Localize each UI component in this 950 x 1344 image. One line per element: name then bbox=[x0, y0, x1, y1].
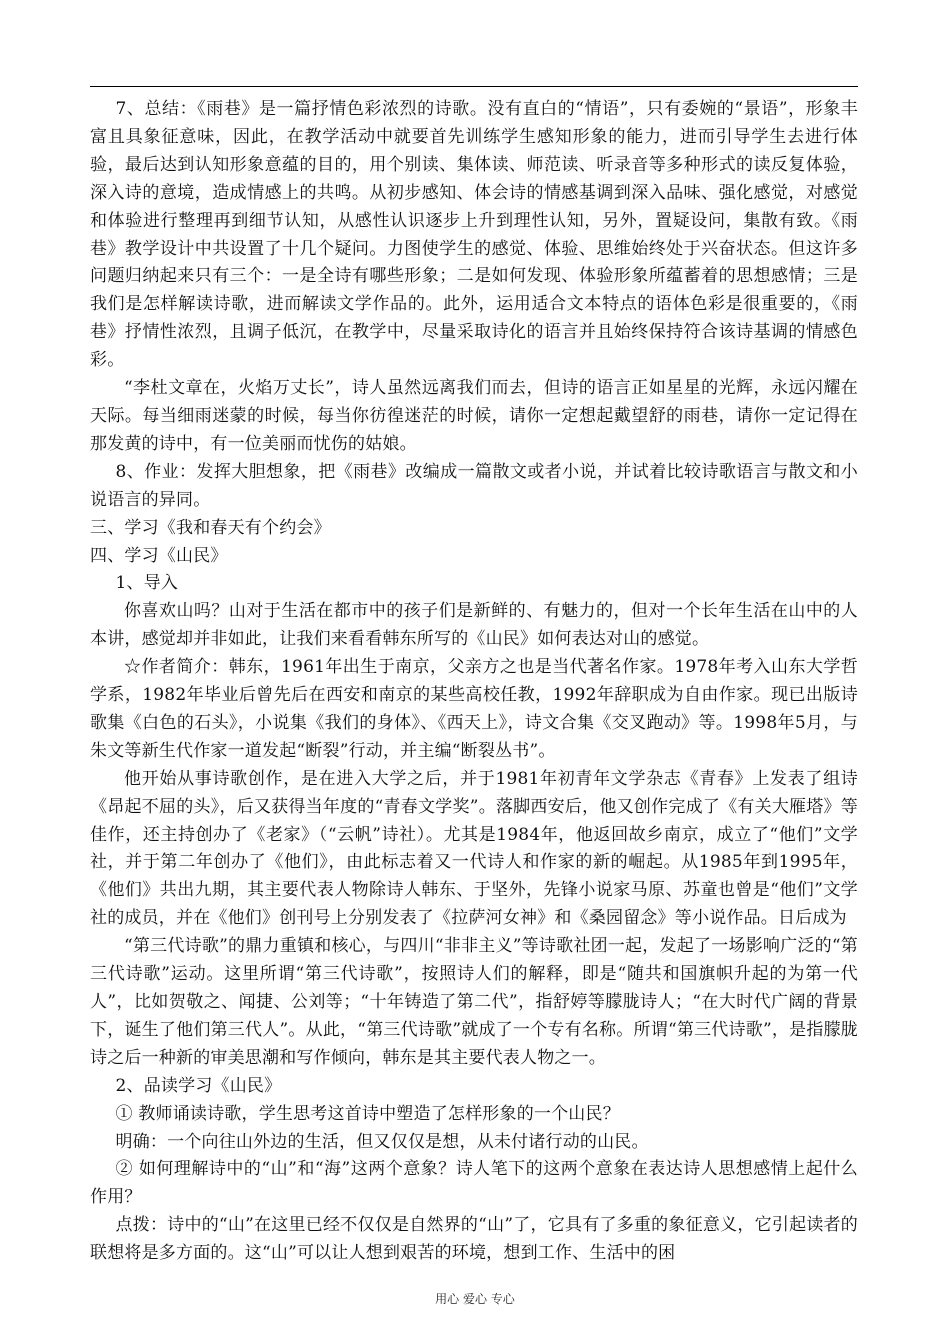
answer-1: 明确：一个向往山外边的生活，但又仅仅是想，从未付诸行动的山民。 bbox=[115, 1131, 649, 1152]
intro-paragraph: 你喜欢山吗？山对于生活在都市中的孩子们是新鲜的、有魅力的，但对一个长年生活在山中的人本讲，感觉却并非如此，让我们来看看韩东所写的《山民》如何表达对山的感觉。 bbox=[90, 601, 858, 650]
homework-paragraph: 8、作业：发挥大胆想象，把《雨巷》改编成一篇散文或者小说，并试着比较诗歌语言与散文和小说语言的异同。 bbox=[90, 461, 858, 510]
subheading-intro: 1、导入 bbox=[115, 573, 179, 594]
third-generation-paragraph: “第三代诗歌”的鼎力重镇和核心，与四川“非非主义”等诗歌社团一起，发起了一场影响广泛的“第三代诗歌”运动。这里所谓“第三代诗歌”，按照诗人们的解释，即是“随共和国旗帜升起的为第一代人”，比如贺敬之、闻捷、公刘等；“十年铸造了第二代”，指舒婷等朦胧诗人；“在大时代广阔的背景下，诞生了他们第三代人”。从此，“第三代诗歌”就成了一个专有名称。所谓“第三代诗歌”，是指朦胧诗之后一种新的审美思潮和写作倾向，韩东是其主要代表人物之一。 bbox=[90, 936, 858, 1068]
hint-paragraph: 点拨：诗中的“山”在这里已经不仅仅是自然界的“山”了，它具有了多重的象征意义，它引起读者的联想将是多方面的。这“山”可以让人想到艰苦的环境，想到工作、生活中的困 bbox=[90, 1215, 858, 1264]
subheading-reading: 2、品读学习《山民》 bbox=[115, 1075, 282, 1096]
closing-paragraph: “李杜文章在，火焰万丈长”，诗人虽然远离我们而去，但诗的语言正如星星的光辉，永远闪耀在天际。每当细雨迷蒙的时候，每当你彷徨迷茫的时候，请你一定想起戴望舒的雨巷，请你一定记得在那发黄的诗中，有一位美丽而忧伤的姑娘。 bbox=[90, 378, 858, 454]
section-heading-4: 四、学习《山民》 bbox=[90, 545, 228, 566]
document-body bbox=[90, 96, 858, 1268]
question-2: ② 如何理解诗中的“山”和“海”这两个意象？诗人笔下的这两个意象在表达诗人思想感情上起什么作用？ bbox=[90, 1159, 858, 1208]
author-bio-paragraph: ☆作者简介：韩东，1961年出生于南京，父亲方之也是当代著名作家。1978年考入山东大学哲学系，1982年毕业后曾先后在西安和南京的某些高校任教，1992年辞职成为自由作家。现已出版诗歌集《白色的石头》，小说集《我们的身体》、《西天上》，诗文合集《交叉跑动》等。1998年5月，与朱文等新生代作家一道发起“断裂”行动，并主编“断裂丛书”。 bbox=[90, 657, 858, 761]
header-rule bbox=[90, 86, 858, 87]
author-career-paragraph: 他开始从事诗歌创作，是在进入大学之后，并于1981年初青年文学杂志《青春》上发表了组诗《昂起不屈的头》，后又获得当年度的“青春文学奖”。落脚西安后，他又创作完成了《有关大雁塔》等佳作，还主持创办了《老家》（“云帆”诗社）。尤其是1984年，他返回故乡南京，成立了“他们”文学社，并于第二年创办了《他们》，由此标志着又一代诗人和作家的新的崛起。从1985年到1995年，《他们》共出九期，其主要代表人物除诗人韩东、于坚外，先锋小说家马原、苏童也曾是“他们”文学社的成员，并在《他们》创刊号上分别发表了《拉萨河女神》和《桑园留念》等小说作品。日后成为 bbox=[90, 768, 858, 929]
question-1: ① 教师诵读诗歌，学生思考这首诗中塑造了怎样形象的一个山民？ bbox=[115, 1103, 620, 1124]
page-footer: 用心 爱心 专心 bbox=[435, 1292, 515, 1306]
section-heading-3: 三、学习《我和春天有个约会》 bbox=[90, 517, 331, 538]
summary-paragraph: 7、总结：《雨巷》是一篇抒情色彩浓烈的诗歌。没有直白的“情语”，只有委婉的“景语”，形象丰富且具象征意味，因此，在教学活动中就要首先训练学生感知形象的能力，进而引导学生去进行体验，最后达到认知形象意蕴的目的，用个别读、集体读、师范读、听录音等多种形式的读反复体验，深入诗的意境，造成情感上的共鸣。从初步感知、体会诗的情感基调到深入品味、强化感觉，对感觉和体验进行整理再到细节认知，从感性认识逐步上升到理性认知，另外，置疑设问，集散有致。《雨巷》教学设计中共设置了十几个疑问。力图使学生的感觉、体验、思维始终处于兴奋状态。但这许多问题归纳起来只有三个：一是全诗有哪些形象；二是如何发现、体验形象所蕴蓄着的思想感情；三是我们是怎样解读诗歌，进而解读文学作品的。此外，运用适合文本特点的语体色彩是很重要的，《雨巷》抒情性浓烈，且调子低沉，在教学中，尽量采取诗化的语言并且始终保持符合该诗基调的情感色彩。 bbox=[90, 99, 858, 371]
